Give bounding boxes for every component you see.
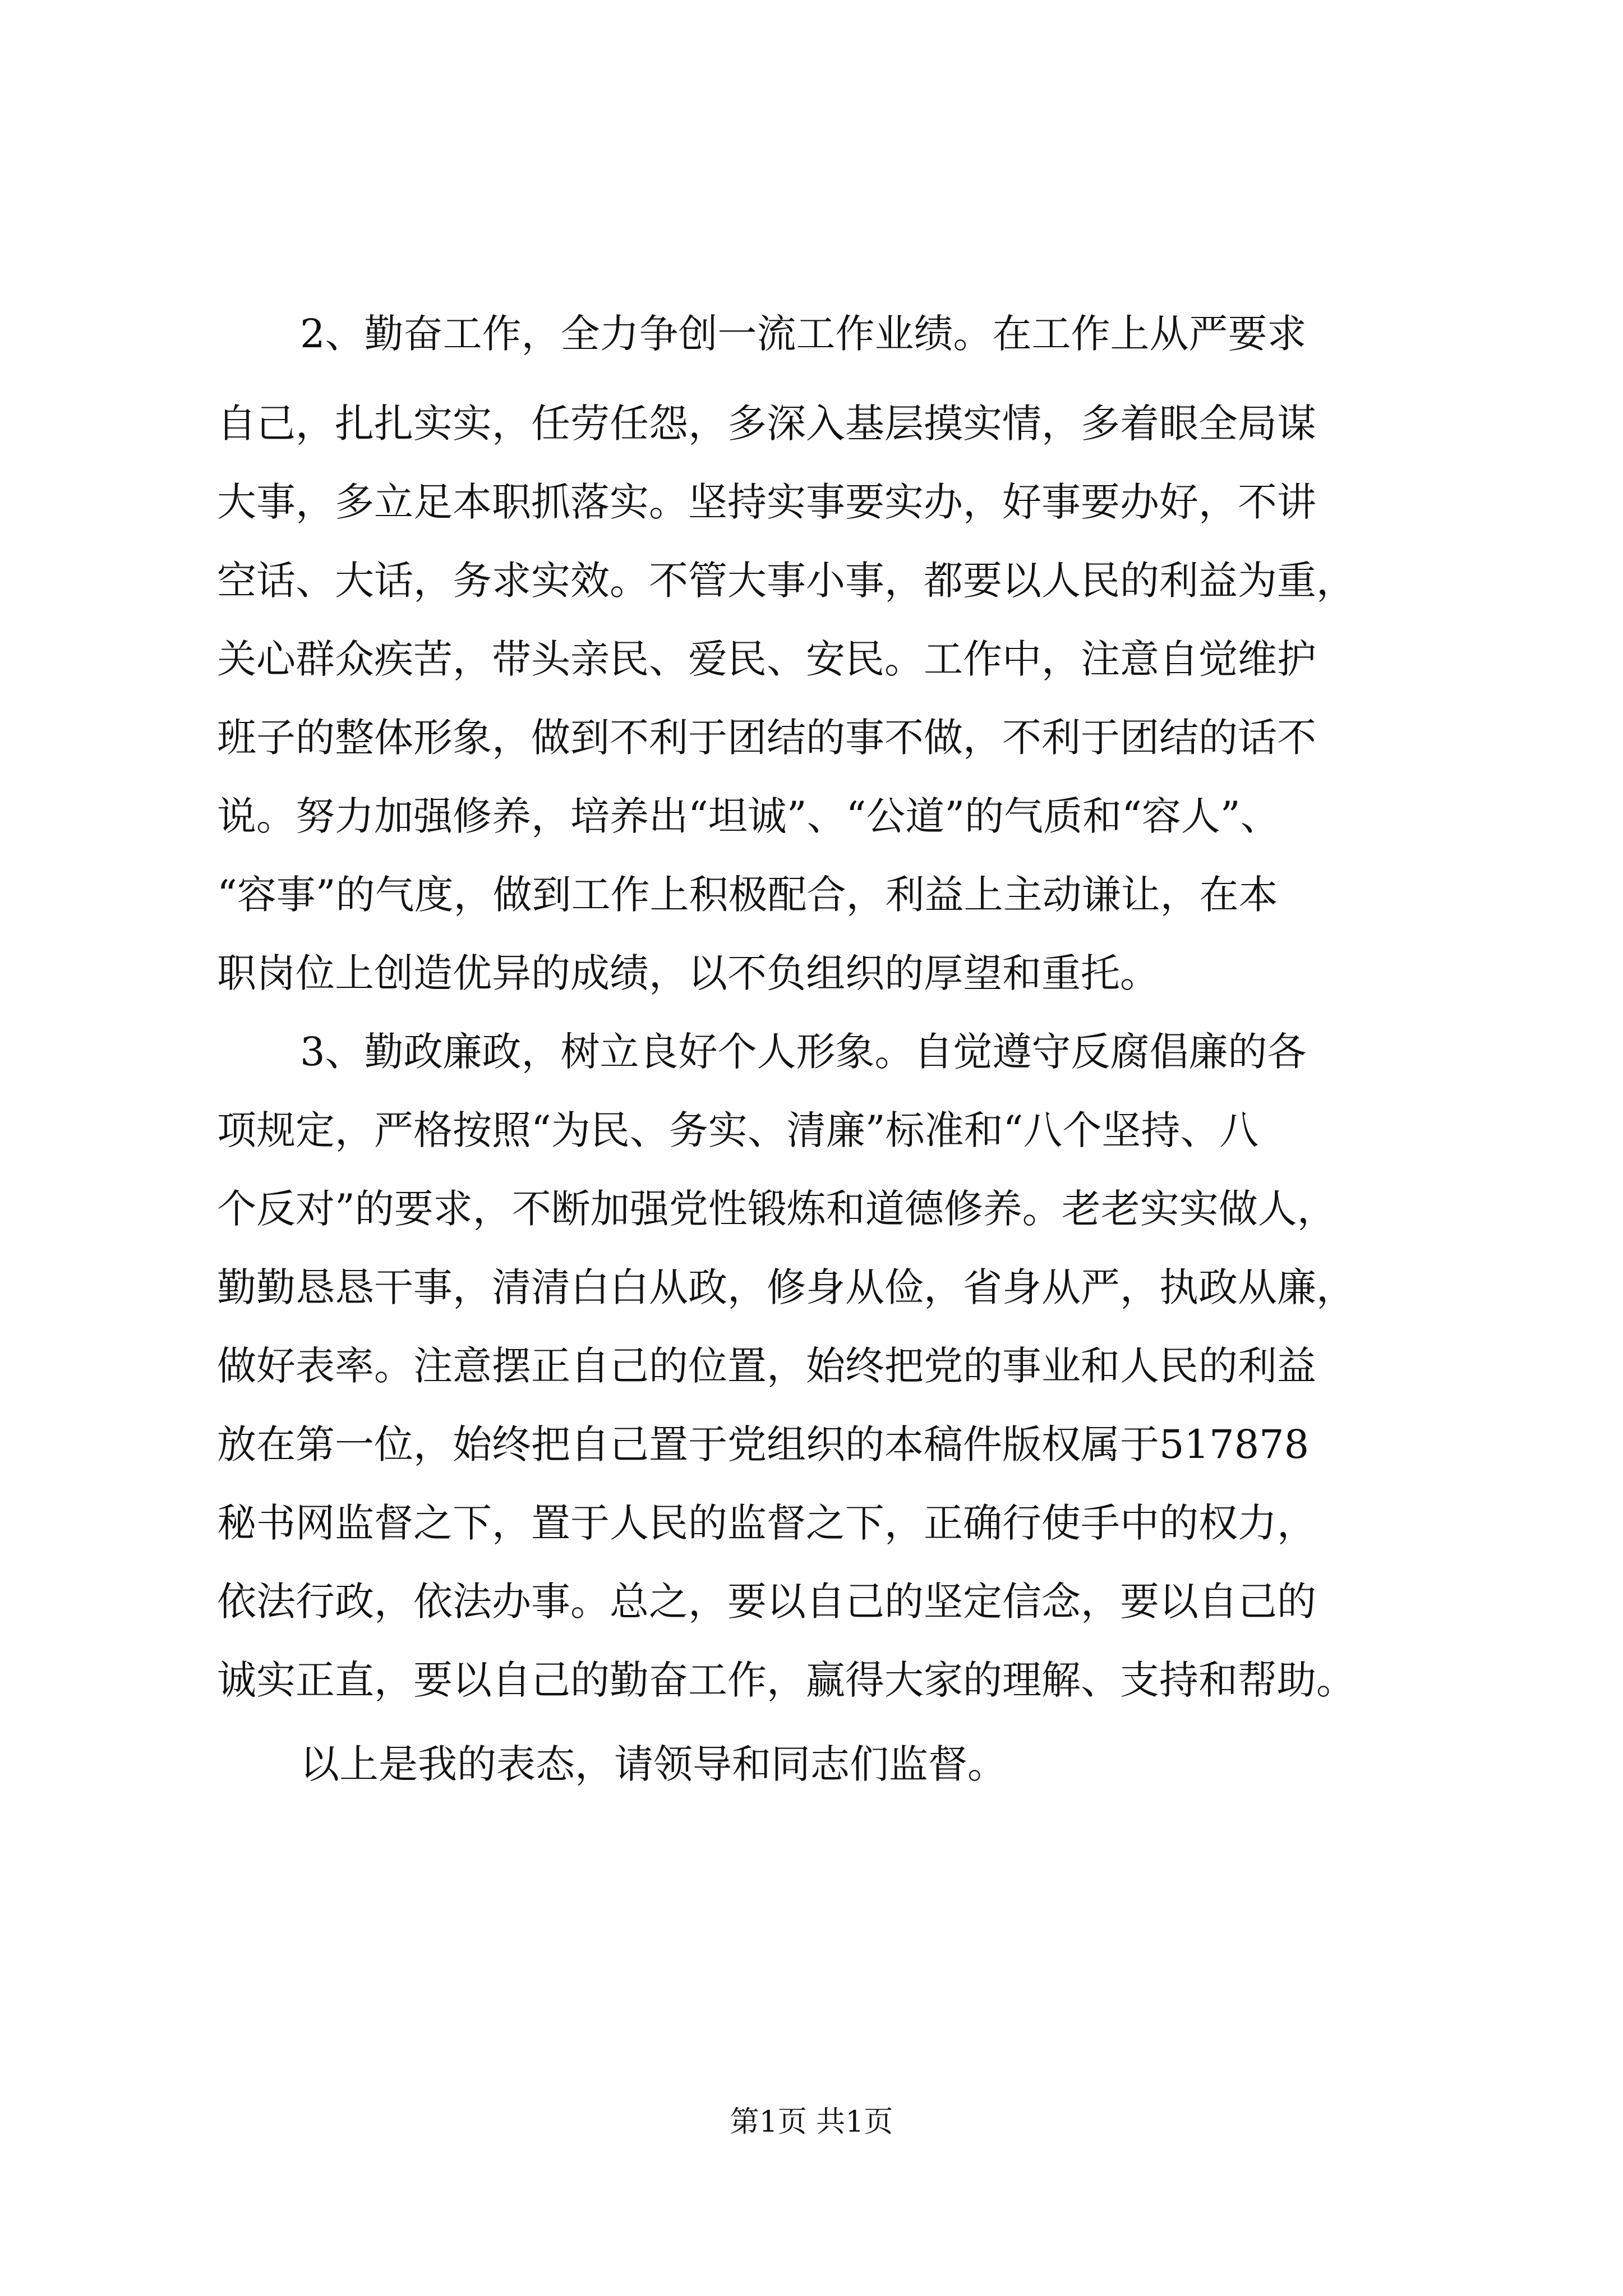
text-line: 说。努力加强修养，培养出“坦诚”、“公道”的气质和“容人”、 [217, 793, 1280, 839]
text-line: 个反对”的要求，不断加强党性锻炼和道德修养。老老实实做人， [217, 1186, 1336, 1232]
text-line: 以上是我的表态，请领导和同志们监督。 [300, 1741, 1007, 1787]
text-line: 大事，多立足本职抓落实。坚持实事要实办，好事要办好，不讲 [217, 479, 1316, 525]
text-line: 勤勤恳恳干事，清清白白从政，修身从俭，省身从严，执政从廉， [217, 1264, 1355, 1310]
text-line: 诚实正直，要以自己的勤奋工作，赢得大家的理解、支持和帮助。 [217, 1657, 1355, 1703]
text-line: 自己，扎扎实实，任劳任怨，多深入基层摸实情，多着眼全局谋 [217, 401, 1316, 447]
page-footer: 第1页 共1页 [730, 2105, 893, 2139]
text-line: “容事”的气度，做到工作上积极配合，利益上主动谦让，在本 [217, 872, 1278, 918]
text-line: 2、勤奋工作，全力争创一流工作业绩。在工作上从严要求 [300, 311, 1307, 357]
text-line: 做好表率。注意摆正自己的位置，始终把党的事业和人民的利益 [217, 1343, 1316, 1389]
text-line: 空话、大话，务求实效。不管大事小事，都要以人民的利益为重， [217, 558, 1355, 604]
text-line: 班子的整体形象，做到不利于团结的事不做，不利于团结的话不 [217, 715, 1316, 761]
text-line: 秘书网监督之下，置于人民的监督之下，正确行使手中的权力， [217, 1500, 1316, 1546]
text-line: 职岗位上创造优异的成绩，以不负组织的厚望和重托。 [217, 950, 1159, 996]
text-line: 3、勤政廉政，树立良好个人形象。自觉遵守反腐倡廉的各 [300, 1029, 1307, 1075]
text-line: 项规定，严格按照“为民、务实、清廉”标准和“八个坚持、八 [217, 1107, 1259, 1153]
text-line: 关心群众疾苦，带头亲民、爱民、安民。工作中，注意自觉维护 [217, 636, 1316, 682]
text-line: 依法行政，依法办事。总之，要以自己的坚定信念，要以自己的 [217, 1579, 1316, 1625]
text-line: 放在第一位，始终把自己置于党组织的本稿件版权属于517878 [217, 1421, 1310, 1467]
